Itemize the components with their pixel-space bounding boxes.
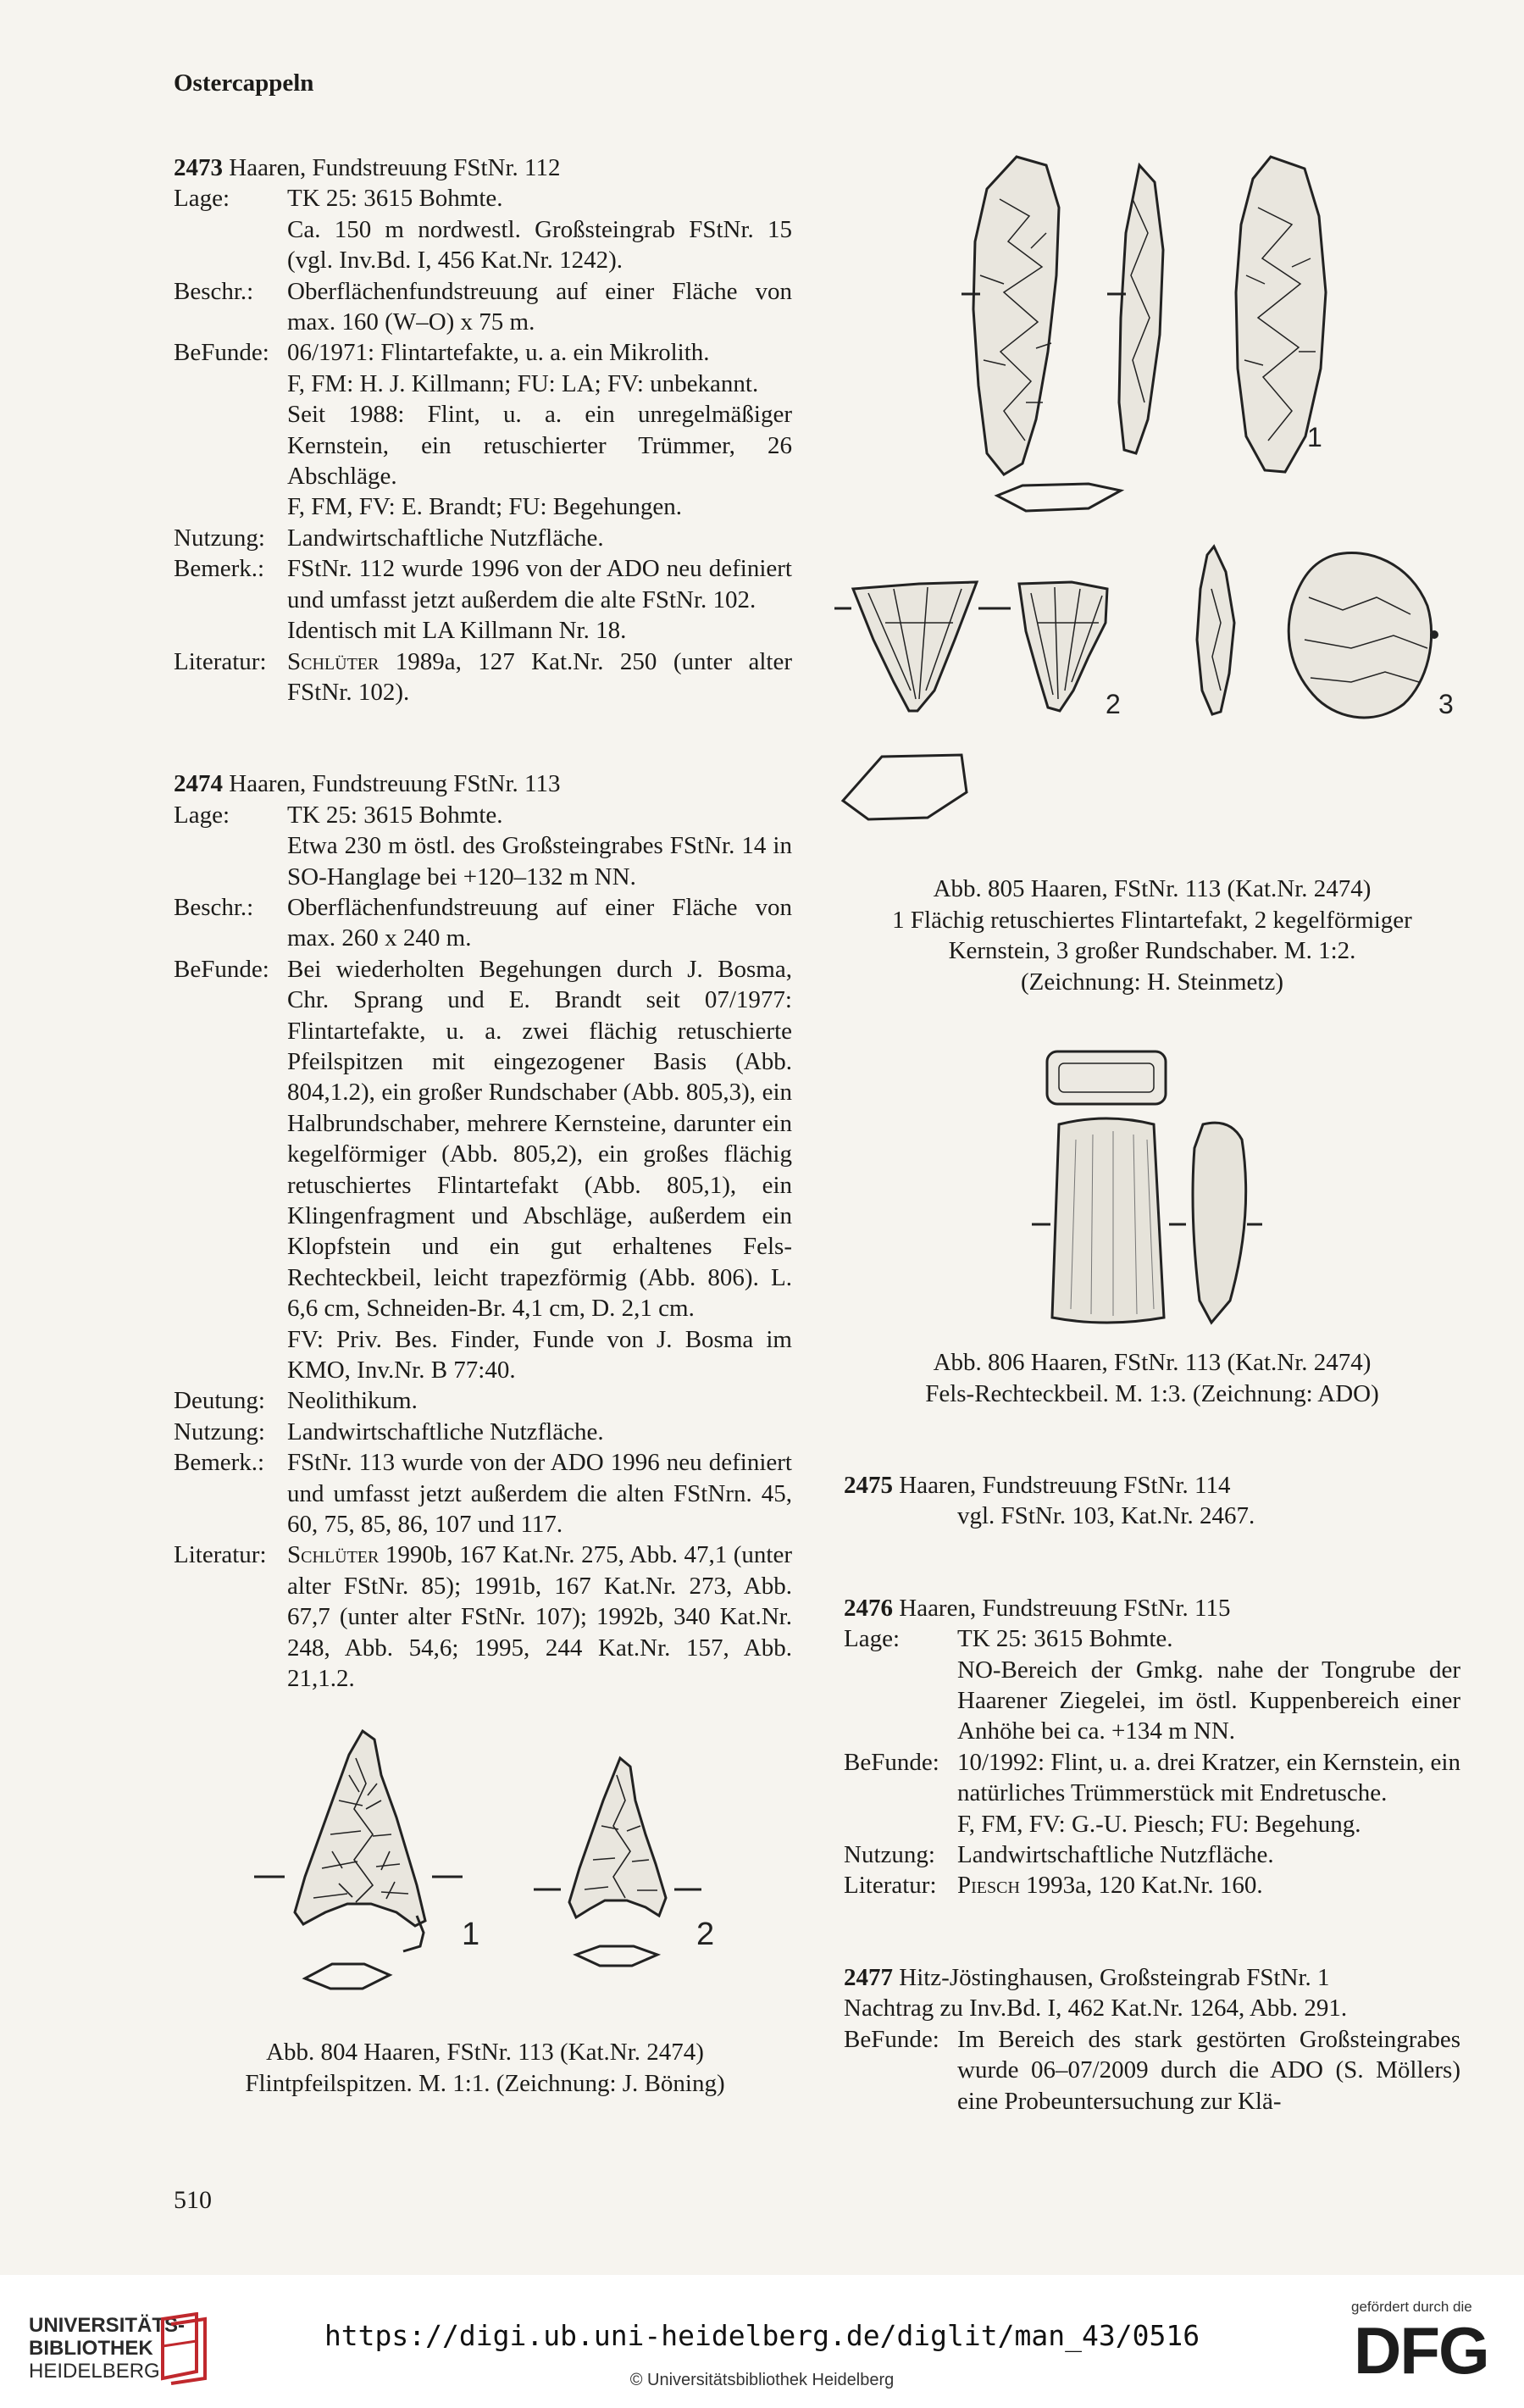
field-text: vgl. FStNr. 103, Kat.Nr. 2467. bbox=[957, 1502, 1255, 1530]
field-label: Literatur: bbox=[844, 1872, 937, 1900]
field-nutzung bbox=[844, 1839, 1460, 1870]
field-text: F, FM, FV: G.-U. Piesch; FU: Begehung. bbox=[957, 1810, 1361, 1838]
field-text: Landwirtschaftliche Nutzfläche. bbox=[287, 524, 604, 552]
figure-804-label-2: 2 bbox=[696, 1917, 715, 1952]
core-2-drawing bbox=[853, 582, 1107, 711]
field-text: FV: Priv. Bes. Finder, Funde von J. Bosma im KMO, Inv.Nr. B 77:40. bbox=[287, 1325, 792, 1384]
entry-title: Haaren, Fundstreuung FStNr. 113 bbox=[229, 770, 561, 798]
field-text: Landwirtschaftliche Nutzfläche. bbox=[957, 1841, 1274, 1869]
field-text: Seit 1988: Flint, u. a. ein unregelmäßiger Kernstein, ein retuschierter Trümmer, 26 Abschläge. bbox=[287, 401, 792, 491]
entry-number: 2476 bbox=[844, 1594, 893, 1622]
entry-heading bbox=[844, 1593, 1460, 1623]
field-label: Bemerk.: bbox=[174, 555, 265, 583]
entry-title: Haaren, Fundstreuung FStNr. 112 bbox=[229, 154, 561, 181]
field-befunde bbox=[174, 337, 792, 522]
figure-805-label-1: 1 bbox=[1307, 422, 1322, 452]
field-bemerk bbox=[174, 1447, 792, 1540]
field-label: Bemerk.: bbox=[174, 1449, 265, 1477]
field-lage bbox=[844, 1623, 1460, 1747]
entry-2477 bbox=[844, 1962, 1460, 2117]
field-befunde bbox=[174, 954, 792, 1386]
entry-title: Haaren, Fundstreuung FStNr. 115 bbox=[899, 1594, 1231, 1622]
field-label bbox=[844, 1501, 957, 1531]
field-label: Beschr.: bbox=[174, 277, 254, 305]
field-label: BeFunde: bbox=[844, 2025, 939, 2053]
field-text: NO-Bereich der Gmkg. nahe der Tongrube der Haarener Ziegelei, im östl. Kuppenbereich einer Anhöhe bei ca. +134 m NN. bbox=[957, 1656, 1460, 1745]
field-label: Nutzung: bbox=[174, 1418, 265, 1445]
scraper-3-drawing bbox=[1197, 547, 1432, 718]
literature-text: 1989a, 127 Kat.Nr. 250 (unter alter FStNr. 102). bbox=[287, 647, 792, 706]
field-text: F, FM: H. J. Killmann; FU: LA; FV: unbekannt. bbox=[287, 369, 759, 397]
literature-author: Schlüter bbox=[287, 1541, 380, 1569]
entry-title: Haaren, Fundstreuung FStNr. 114 bbox=[899, 1472, 1231, 1499]
core-2-section bbox=[843, 755, 967, 819]
entry-number: 2475 bbox=[844, 1472, 893, 1499]
field-label: Lage: bbox=[174, 185, 230, 213]
entry-title: Hitz-Jöstinghausen, Großsteingrab FStNr. 1 bbox=[899, 1963, 1330, 1991]
field-text: Oberflächenfundstreuung auf einer Fläche von max. 160 (W–O) x 75 m. bbox=[287, 277, 792, 336]
field-label: BeFunde: bbox=[174, 339, 269, 367]
field-text: TK 25: 3615 Bohmte. bbox=[287, 801, 503, 829]
entry-heading bbox=[844, 1470, 1460, 1501]
figure-806-axe bbox=[1008, 1046, 1296, 1334]
right-column bbox=[844, 1470, 1460, 2117]
arrowhead-1-section bbox=[305, 1964, 390, 1989]
copyright-text: © Universitätsbibliothek Heidelberg bbox=[629, 2371, 895, 2389]
field-nutzung bbox=[174, 1417, 792, 1447]
field-befunde bbox=[844, 2024, 1460, 2117]
field-label: Literatur: bbox=[174, 647, 267, 675]
figure-805-caption bbox=[843, 874, 1461, 997]
caption-line: Abb. 805 Haaren, FStNr. 113 (Kat.Nr. 2474) bbox=[933, 875, 1372, 902]
page-number: 510 bbox=[174, 2186, 212, 2214]
field-text: Etwa 230 m östl. des Großsteingrabes FStNr. 14 in SO-Hanglage bei +120–132 m NN. bbox=[287, 832, 792, 891]
field-deutung bbox=[174, 1385, 792, 1416]
field-label: BeFunde: bbox=[844, 1748, 939, 1776]
page-header: Ostercappeln bbox=[174, 69, 314, 97]
logo-line: HEIDELBERG bbox=[29, 2360, 160, 2383]
page-url-link[interactable]: https://digi.ub.uni-heidelberg.de/diglit/man_43/0516 bbox=[324, 2319, 1200, 2352]
field-text bbox=[957, 1870, 1460, 1900]
field-text: Bei wiederholten Begehungen durch J. Bosma, Chr. Sprang und E. Brandt seit 07/1977: Flintartefakte, u. a. zwei flächig retuschierte Pfeilspitzen mit eingezogener Basis (Abb. 804,1.2), ein großer Rundschaber (Abb. 805,3), ein Halbrundschaber, mehrere Kernsteine, darunter ein kegelförmiger (Abb. 805,2), ein großes flächig retuschiertes Flintartefakt (Abb. 805,1), ein Klingenfragment und Abschläge, außerdem ein Klopfstein und ein gut erhaltenes Fels-Rechteckbeil, leicht trapezförmig (Abb. 806). L. 6,6 cm, Schneiden-Br. 4,1 cm, D. 2,1 cm. bbox=[287, 955, 792, 1323]
field-text: Im Bereich des stark gestörten Großsteingrabes wurde 06–07/2009 durch die ADO (S. Möllers) eine Probeuntersuchung zur Klä- bbox=[957, 2025, 1460, 2115]
field-label: BeFunde: bbox=[174, 955, 269, 983]
field-literatur bbox=[174, 1540, 792, 1694]
figure-804-arrowheads bbox=[254, 1724, 729, 2025]
caption-line: Abb. 804 Haaren, FStNr. 113 (Kat.Nr. 2474) bbox=[266, 2039, 704, 2066]
field-label: Nutzung: bbox=[844, 1841, 935, 1869]
entry-heading bbox=[844, 1962, 1460, 1993]
figure-805-label-3: 3 bbox=[1438, 689, 1454, 719]
field-label: Nutzung: bbox=[174, 524, 265, 552]
figure-806-caption bbox=[843, 1347, 1461, 1409]
arrowhead-2-section bbox=[576, 1946, 657, 1966]
field-text: 10/1992: Flint, u. a. drei Kratzer, ein Kernstein, ein natürliches Trümmerstück mit Endretusche. bbox=[957, 1748, 1460, 1807]
axe-front-view bbox=[1052, 1118, 1164, 1323]
figure-804-label-1: 1 bbox=[462, 1917, 480, 1952]
field-text: TK 25: 3615 Bohmte. bbox=[957, 1625, 1173, 1653]
field-label: Lage: bbox=[174, 801, 230, 829]
entry-number: 2477 bbox=[844, 1963, 893, 1991]
caption-line: Abb. 806 Haaren, FStNr. 113 (Kat.Nr. 2474) bbox=[933, 1349, 1372, 1376]
figure-805-flint-artifacts bbox=[834, 148, 1466, 856]
field-label: Deutung: bbox=[174, 1387, 265, 1415]
field-beschr bbox=[174, 892, 792, 954]
logo-line: BIBLIOTHEK bbox=[29, 2337, 153, 2360]
field-text bbox=[287, 646, 792, 708]
field-note bbox=[844, 1501, 1460, 1531]
literature-author: Schlüter bbox=[287, 647, 380, 675]
field-text: Neolithikum. bbox=[287, 1387, 418, 1415]
literature-text: 1990b, 167 Kat.Nr. 275, Abb. 47,1 (unter alter FStNr. 85); 1991b, 167 Kat.Nr. 273, Abb. 67,7 (unter alter FStNr. 107); 1992b, 340 Kat.Nr. 248, Abb. 54,6; 1995, 244 Kat.Nr. 157, Abb. 21,1.2. bbox=[287, 1541, 792, 1693]
field-text: TK 25: 3615 Bohmte. bbox=[287, 185, 503, 213]
field-text: FStNr. 112 wurde 1996 von der ADO neu definiert und umfasst jetzt außerdem die alte FStNr. 102. bbox=[287, 555, 792, 613]
caption-line: Fels-Rechteckbeil. M. 1:3. (Zeichnung: ADO) bbox=[925, 1379, 1379, 1407]
field-bemerk bbox=[174, 553, 792, 646]
field-text: Identisch mit LA Killmann Nr. 18. bbox=[287, 617, 627, 645]
field-beschr bbox=[174, 276, 792, 338]
scraper-3-point bbox=[1430, 630, 1438, 639]
field-nutzung bbox=[174, 523, 792, 553]
field-text: FStNr. 113 wurde von der ADO 1996 neu definiert und umfasst jetzt außerdem die alten FStNrn. 45, 60, 75, 85, 86, 107 und 117. bbox=[287, 1449, 792, 1539]
field-lage bbox=[174, 183, 792, 275]
field-label: Beschr.: bbox=[174, 893, 254, 921]
entry-2473 bbox=[174, 153, 792, 707]
axe-side-view bbox=[1193, 1123, 1246, 1323]
funding-note: gefördert durch die bbox=[1351, 2299, 1472, 2315]
entry-number: 2473 bbox=[174, 154, 223, 181]
literature-text: 1993a, 120 Kat.Nr. 160. bbox=[1019, 1872, 1263, 1900]
field-label: Lage: bbox=[844, 1625, 901, 1653]
field-text: Oberflächenfundstreuung auf einer Fläche von max. 260 x 240 m. bbox=[287, 893, 792, 952]
figure-805-label-2: 2 bbox=[1106, 689, 1121, 719]
field-befunde bbox=[844, 1747, 1460, 1839]
dfg-logo[interactable]: DFG bbox=[1354, 2313, 1488, 2388]
field-lage bbox=[174, 800, 792, 892]
entry-heading bbox=[174, 768, 792, 799]
entry-2475 bbox=[844, 1470, 1460, 1532]
literature-author: Piesch bbox=[957, 1872, 1020, 1900]
entry-number: 2474 bbox=[174, 770, 223, 798]
figure-804-caption bbox=[174, 2037, 796, 2099]
footer-bar bbox=[0, 2275, 1524, 2408]
field-text: 06/1971: Flintartefakte, u. a. ein Mikrolith. bbox=[287, 339, 710, 367]
entry-2476 bbox=[844, 1593, 1460, 1901]
field-text: Ca. 150 m nordwestl. Großsteingrab FStNr. 15 (vgl. Inv.Bd. I, 456 Kat.Nr. 1242). bbox=[287, 215, 792, 275]
entry-heading bbox=[174, 153, 792, 183]
field-literatur bbox=[174, 646, 792, 708]
left-column bbox=[174, 153, 792, 1695]
field-label: Literatur: bbox=[174, 1541, 267, 1569]
field-text: Landwirtschaftliche Nutzfläche. bbox=[287, 1418, 604, 1445]
caption-line: 1 Flächig retuschiertes Flintartefakt, 2 kegelförmiger bbox=[892, 906, 1412, 934]
entry-2474 bbox=[174, 768, 792, 1694]
field-text: F, FM, FV: E. Brandt; FU: Begehungen. bbox=[287, 493, 682, 521]
entry-subtitle: Nachtrag zu Inv.Bd. I, 462 Kat.Nr. 1264, Abb. 291. bbox=[844, 1995, 1348, 2022]
caption-line: (Zeichnung: H. Steinmetz) bbox=[1020, 968, 1284, 996]
field-text bbox=[287, 1540, 792, 1694]
arrowhead-1-drawing bbox=[295, 1731, 425, 1951]
arrowhead-2-drawing bbox=[569, 1758, 666, 1917]
logo-line: UNIVERSITÄTS- bbox=[29, 2314, 186, 2337]
axe-top-view bbox=[1047, 1051, 1166, 1104]
caption-line: Kernstein, 3 großer Rundschaber. M. 1:2. bbox=[948, 937, 1356, 964]
artifact-1-drawing bbox=[973, 157, 1326, 474]
artifact-1-section bbox=[997, 484, 1121, 511]
field-literatur bbox=[844, 1870, 1460, 1900]
caption-line: Flintpfeilspitzen. M. 1:1. (Zeichnung: J. Böning) bbox=[245, 2069, 725, 2097]
